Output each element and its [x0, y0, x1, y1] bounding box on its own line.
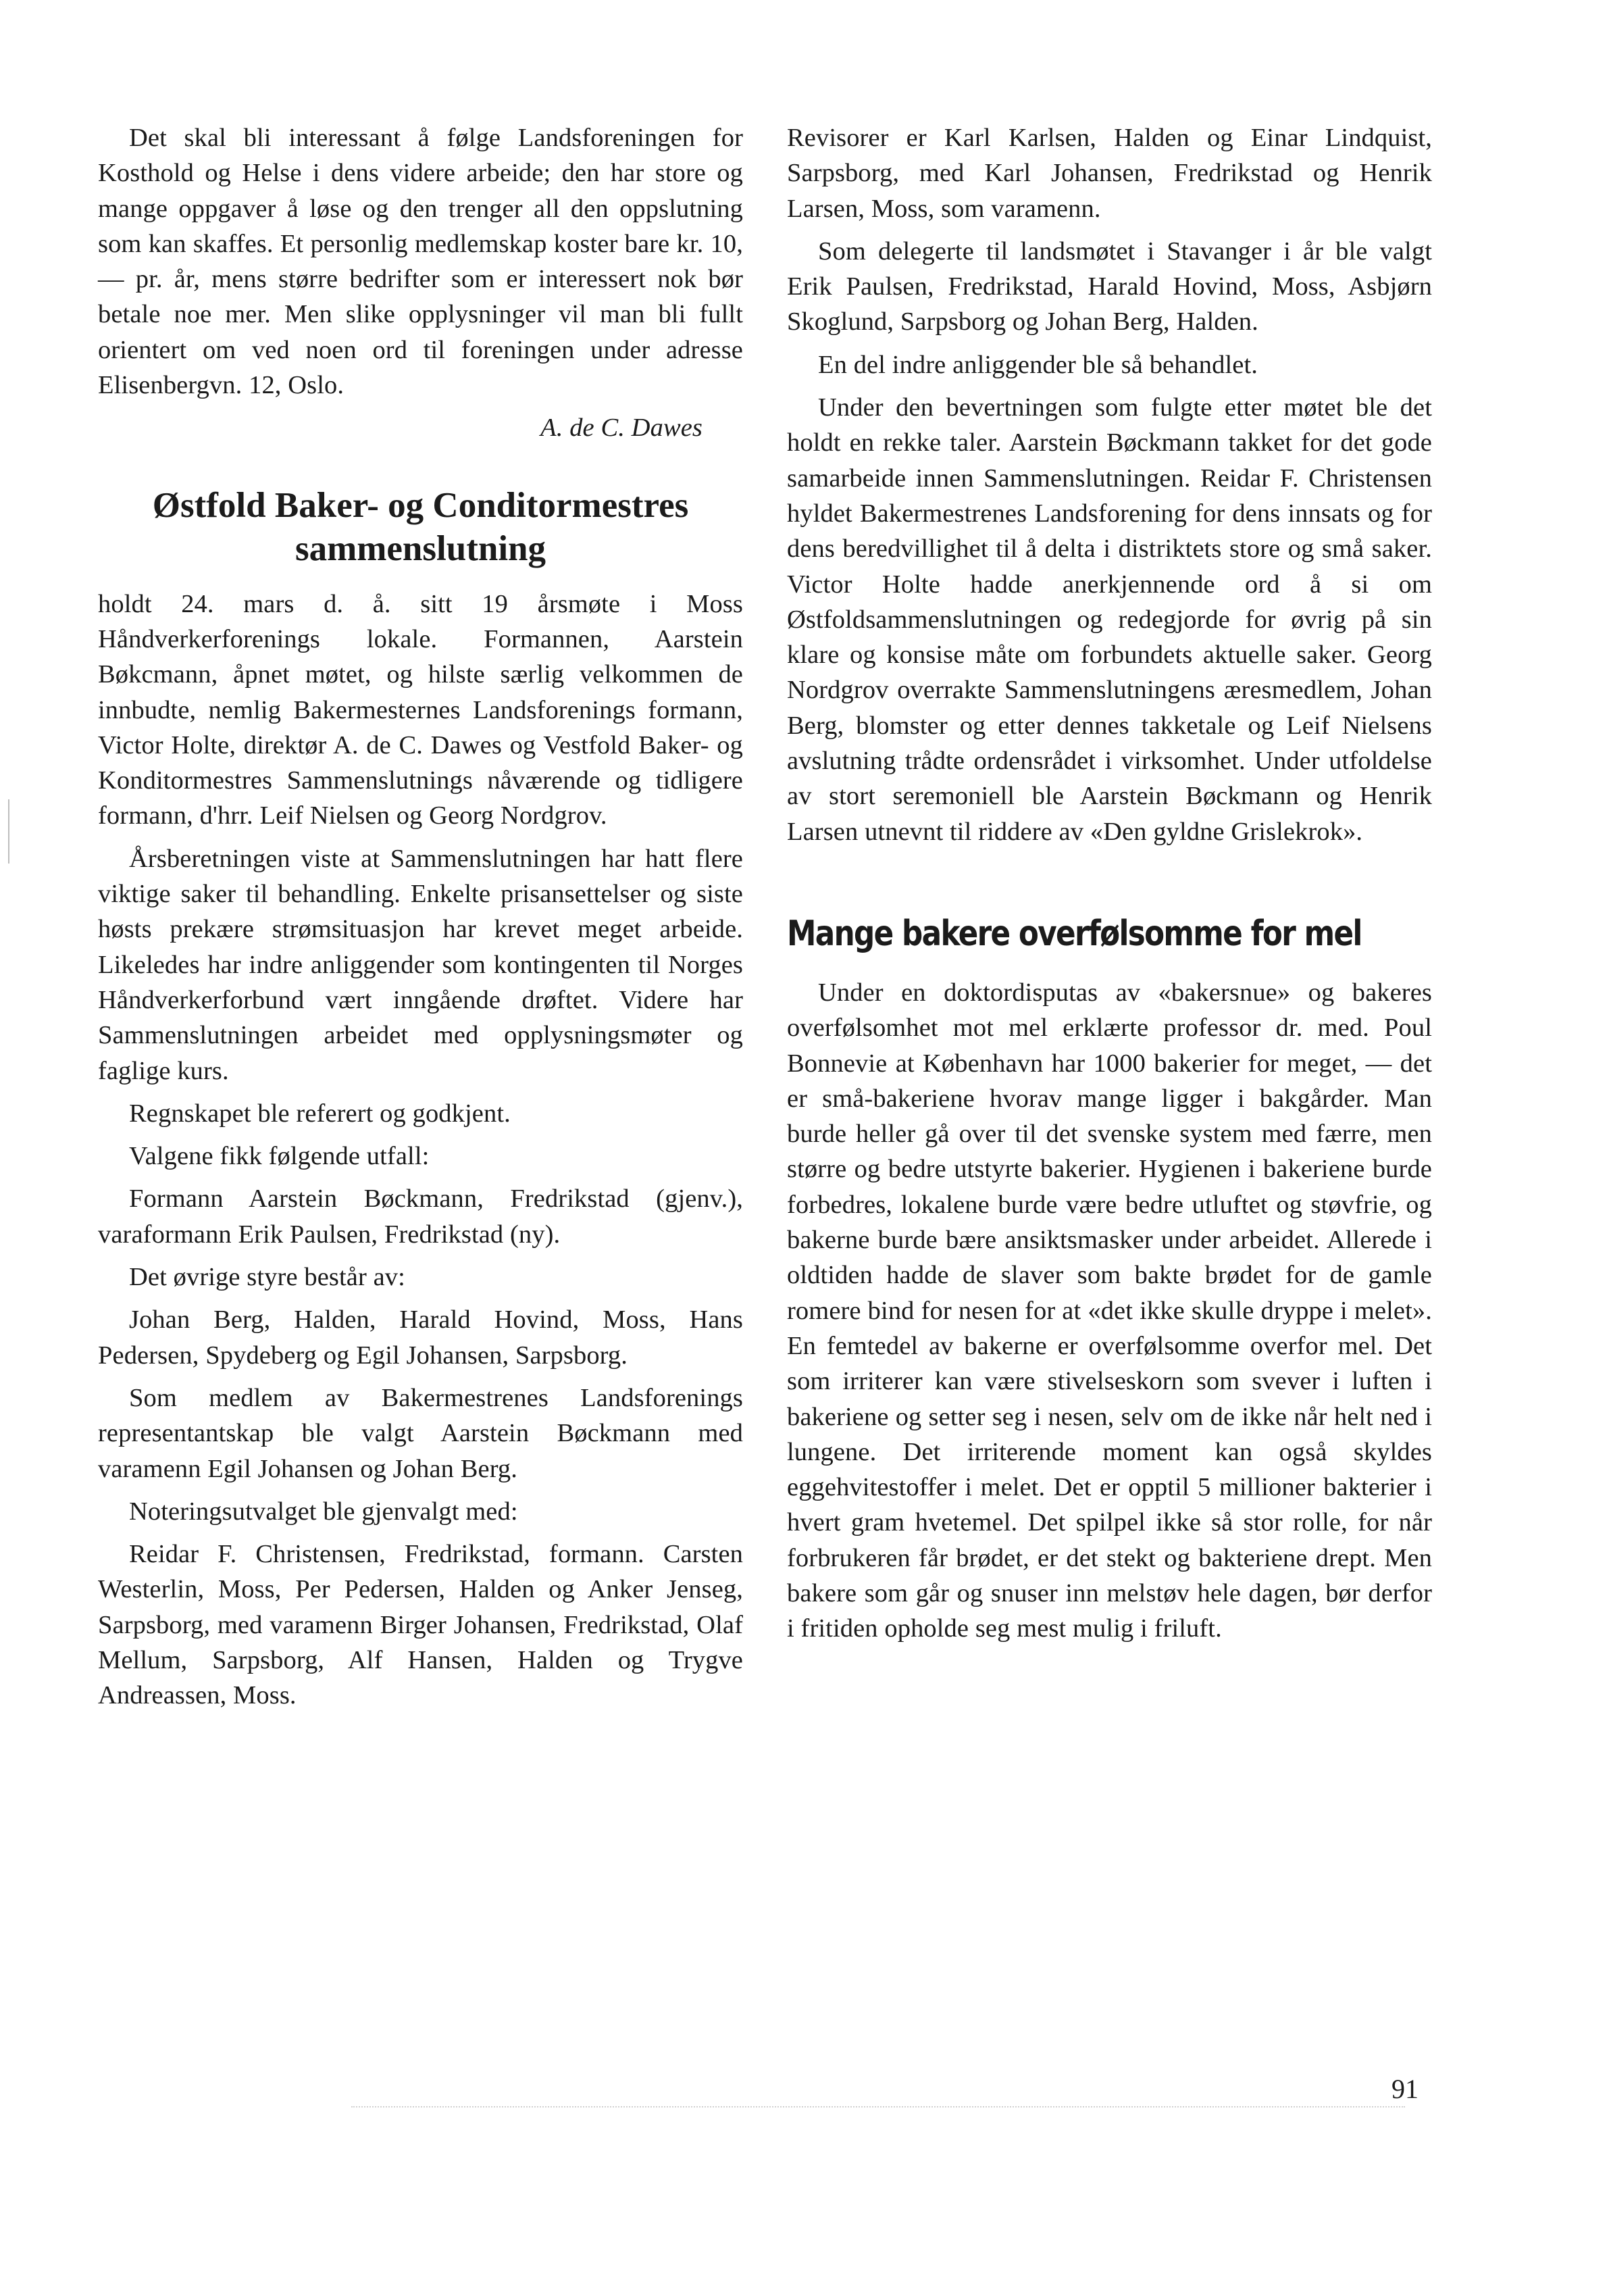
body-paragraph: Årsberetningen viste at Sammenslutningen har hatt flere viktige saker til behandling. Enkelte prisansettelser og siste høsts prekære strømsituasjon har krevet meget arbeide. Likeledes har indre anliggender som kontingenten til Norges Håndverkerforbund vært inngående drøftet. Videre har Sammenslutningen arbeidet med opplysningsmøter og faglige kurs.: [98, 844, 743, 1085]
scan-smudge-line: [351, 2106, 1405, 2107]
body-paragraph: Regnskapet ble referert og godkjent.: [129, 1099, 511, 1128]
body-paragraph: Formann Aarstein Bøckmann, Fredrikstad (gjenv.), varaformann Erik Paulsen, Fredrikstad (ny).: [98, 1184, 743, 1249]
body-paragraph: Som medlem av Bakermestrenes Landsforenings representantskap ble valgt Aarstein Bøckmann med varamenn Egil Johansen og Johan Berg.: [98, 1383, 743, 1483]
body-paragraph: Det øvrige styre består av:: [129, 1263, 405, 1292]
article-paragraph: Under en doktordisputas av «bakersnue» og bakeres overfølsomhet mot mel erklærte professor dr. med. Poul Bonnevie at København har 1000 bakerier for meget, — det er små-bakeriene hvorav mange ligger i bakgårder. Man burde heller gå over til det svenske system med færre, men større og bedre utstyrte bakerier. Hygienen i bakeriene burde forbedres, lokalene burde være bedre utluftet og støvfrie, og bakerne burde bære ansiktsmasker under arbeidet. Allerede i oldtiden hadde de slaver som bakte brødet for de gamle romere bind for nesen for at «det ikke skulle dryppe i melet». En femtedel av bakerne er overfølsomme overfor mel. Det som irriterer kan være stivelseskorn som svever i luften i bakeriene og setter seg i nesen, selv om de ikke når helt ned i lungene. Det irriterende moment kan også skyldes eggehvitestoffer i melet. Det er opptil 5 millioner bakterier i hvert gram hvetemel. Det spilpel ikke så stor rolle, for når forbrukeren får brødet, er det stekt og bakteriene drept. Men bakere som går og snuser inn melstøv hele dagen, bør derfor i fritiden opholde seg mest mulig i friluft.: [787, 978, 1432, 1643]
mange-bakere-heading: Mange bakere overfølsomme for mel: [787, 913, 1362, 954]
body-paragraph: Valgene fikk følgende utfall:: [129, 1142, 430, 1171]
body-paragraph: Reidar F. Christensen, Fredrikstad, formann. Carsten Westerlin, Moss, Per Pedersen, Halden og Anker Jenseg, Sarpsborg, med varamenn Birger Johansen, Fredrikstad, Olaf Mellum, Sarpsborg, Alf Hansen, Halden og Trygve Andreassen, Moss.: [98, 1540, 743, 1710]
signature: A. de C. Dawes: [540, 414, 703, 443]
intro-paragraph: Det skal bli interessant å følge Landsforeningen for Kosthold og Helse i dens videre arbeide; den har store og mange oppgaver å løse og den trenger all den oppslutning som kan skaffes. Et personlig medlemskap koster bare kr. 10,— pr. år, mens større bedrifter som er interessert nok bør betale noe mer. Men slike opplysninger vil man bli fullt orientert om ved noen ord til foreningen under adresse Elisenbergvn. 12, Oslo.: [98, 124, 743, 400]
body-paragraph: holdt 24. mars d. å. sitt 19 årsmøte i Moss Håndverkerforenings lokale. Formannen, Aarstein Bøkcmann, åpnet møtet, og hilste særlig velkommen de innbudte, nemlig Bakermesternes Landsforenings formann, Victor Holte, direktør A. de C. Dawes og Vestfold Baker- og Konditormestres Sammenslutnings nåværende og tidligere formann, d'hrr. Leif Nielsen og Georg Nordgrov.: [98, 589, 743, 830]
body-paragraph: Revisorer er Karl Karlsen, Halden og Einar Lindquist, Sarpsborg, med Karl Johansen, Fredrikstad og Henrik Larsen, Moss, som varamenn.: [787, 124, 1432, 223]
ostfold-heading: Østfold Baker- og Conditormestres sammenslutning: [152, 485, 689, 568]
page-number: 91: [1391, 2074, 1419, 2104]
body-paragraph: Noteringsutvalget ble gjenvalgt med:: [129, 1497, 518, 1526]
body-paragraph: Johan Berg, Halden, Harald Hovind, Moss, Hans Pedersen, Spydeberg og Egil Johansen, Sarpsborg.: [98, 1305, 743, 1370]
body-paragraph: Som delegerte til landsmøtet i Stavanger i år ble valgt Erik Paulsen, Fredrikstad, Harald Hovind, Moss, Asbjørn Skoglund, Sarpsborg og Johan Berg, Halden.: [787, 236, 1432, 336]
body-paragraph: En del indre anliggender ble så behandlet.: [818, 350, 1258, 379]
right-column: [787, 120, 1432, 1654]
margin-scan-mark: [8, 799, 9, 864]
body-paragraph: Under den bevertningen som fulgte etter møtet ble det holdt en rekke taler. Aarstein Bøckmann takket for det gode samarbeide innen Sammenslutningen. Reidar F. Christensen hyldet Bakermestrenes Landsforening for dens innsats og for dens beredvillighet til å delta i distriktets store og små saker. Victor Holte hadde anerkjennende ord å si om Østfoldsammenslutningen og redegjorde for øvrig på sin klare og konsise måte om forbundets aktuelle saker. Georg Nordgrov overrakte Sammenslutningens æresmedlem, Johan Berg, blomster og etter dennes takketale og Leif Nielsens avslutning trådte ordensrådet i virksomhet. Under utfoldelse av stort seremoniell ble Aarstein Bøckmann og Henrik Larsen utnevnt til riddere av «Den gyldne Grislekrok».: [787, 393, 1432, 846]
left-column: [98, 120, 743, 1721]
